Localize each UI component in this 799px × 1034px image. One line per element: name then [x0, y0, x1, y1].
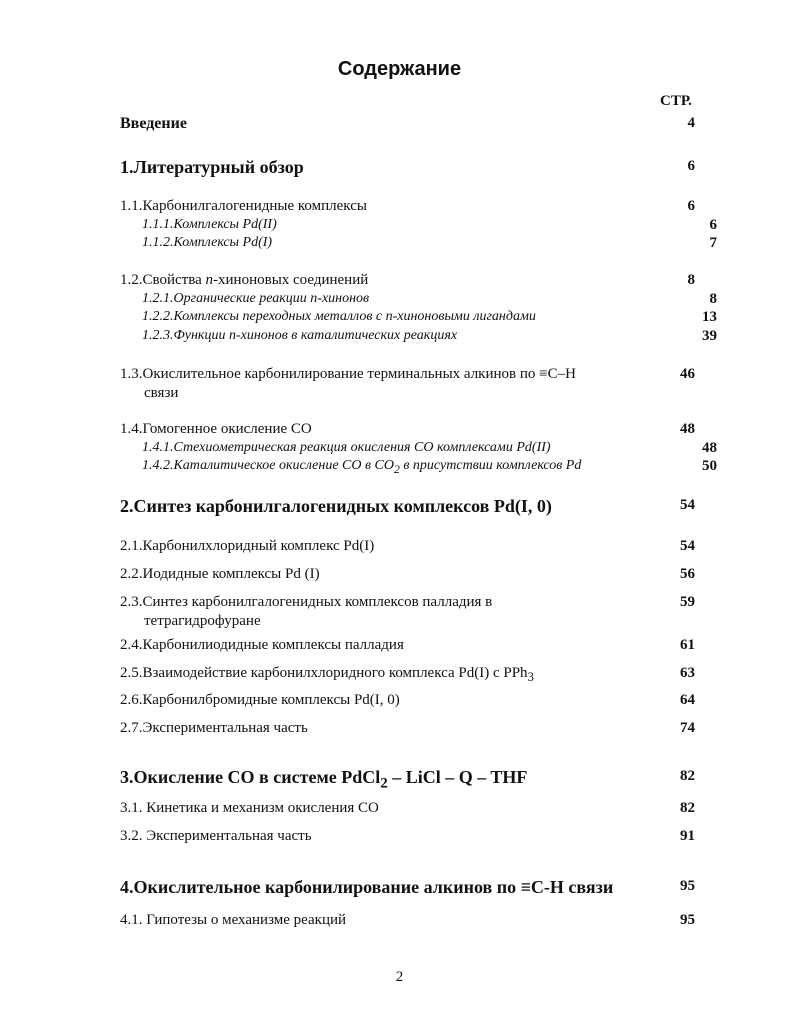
toc-entry-label: 1.2.Свойства n-хиноновых соединений — [120, 272, 369, 288]
toc-entry-1-4-2 — [120, 457, 717, 479]
toc-entry-label: 2.4.Карбонилиодидные комплексы палладия — [120, 637, 404, 653]
toc-section-3 — [120, 767, 695, 793]
toc-entry-3-1 — [120, 799, 695, 818]
toc-entry-page: 48 — [680, 421, 695, 437]
toc-entry-label: 1.1.Карбонилгалогенидные комплексы — [120, 198, 367, 214]
toc-entry-label: 1.Литературный обзор — [120, 157, 304, 177]
toc-entry-3-2 — [120, 827, 695, 846]
toc-entry-2-2 — [120, 565, 695, 584]
toc-entry-2-3 — [120, 593, 695, 631]
toc-entry-2-6 — [120, 691, 695, 710]
toc-entry-label: 2.5.Взаимодействие карбонилхлоридного комплекса Pd(I) с PPh$_3$ — [120, 665, 534, 684]
toc-entry-label: 2.Синтез карбонилгалогенидных комплексов Pd(I, 0) — [120, 496, 552, 516]
toc-entry-1-2-1 — [120, 290, 717, 308]
toc-entry-page: 95 — [680, 912, 695, 928]
toc-entry-2-5 — [120, 664, 695, 687]
toc-entry-page: 82 — [680, 800, 695, 816]
toc-entry-2-7 — [120, 719, 695, 738]
toc-entry-label: 1.2.1.Органические реакции n-хинонов — [142, 291, 370, 306]
page-title: Содержание — [337, 58, 462, 80]
toc-entry-1-1 — [120, 197, 695, 216]
toc-entry-1-1-1 — [120, 216, 717, 234]
toc-entry-1-1-2 — [120, 234, 717, 252]
toc-entry-page: 4 — [687, 115, 695, 131]
toc-entry-4-1 — [120, 911, 695, 930]
toc-entry-page: 64 — [680, 692, 695, 708]
toc-entry-page: 50 — [702, 458, 717, 474]
toc-entry-page: 6 — [687, 158, 695, 174]
toc-section-4 — [120, 877, 695, 898]
toc-entry-1-3 — [120, 365, 695, 403]
toc-entry-page: 48 — [702, 440, 717, 456]
toc-entry-label: 3.1. Кинетика и механизм окисления CO — [120, 800, 379, 816]
toc-section-2 — [120, 496, 695, 517]
page-column-label: СТР. — [660, 93, 692, 109]
toc-entry-1-4-1 — [120, 439, 717, 457]
toc-entry-label: 1.2.3.Функции n-хинонов в каталитических реакциях — [142, 328, 458, 343]
toc-entry-page: 8 — [687, 272, 695, 288]
toc-entry-page: 6 — [709, 217, 717, 233]
toc-entry-1-2-2 — [120, 308, 717, 326]
toc-entry-label: 2.3.Синтез карбонилгалогенидных комплексов палладия в — [120, 594, 493, 610]
toc-entry-label: 1.1.1.Комплексы Pd(II) — [142, 217, 277, 232]
toc-entry-label-continued: связи — [144, 385, 179, 401]
toc-entry-label: 2.1.Карбонилхлоридный комплекс Pd(I) — [120, 538, 375, 554]
toc-entry-label: 1.4.Гомогенное окисление CO — [120, 421, 312, 437]
toc-entry-label: 1.3.Окислительное карбонилирование терминальных алкинов по ≡C–H — [120, 366, 576, 382]
toc-entry-label: 1.4.1.Стехиометрическая реакция окисления CO комплексами Pd(II) — [142, 440, 551, 455]
toc-entry-1-4 — [120, 420, 695, 439]
toc-entry-page: 8 — [709, 291, 717, 307]
toc-entry-page: 61 — [680, 637, 695, 653]
toc-entry-page: 13 — [702, 309, 717, 325]
toc-entry-page: 39 — [702, 328, 717, 344]
toc-entry-intro — [120, 115, 695, 133]
toc-entry-2-1 — [120, 537, 695, 556]
toc-entry-page: 82 — [680, 768, 695, 784]
toc-entry-2-4 — [120, 636, 695, 655]
toc-entry-page: 56 — [680, 566, 695, 582]
toc-entry-label: 2.6.Карбонилбромидные комплексы Pd(I, 0) — [120, 692, 400, 708]
toc-entry-label: 3.2. Экспериментальная часть — [120, 828, 312, 844]
toc-entry-page: 54 — [680, 538, 695, 554]
toc-entry-label-continued: тетрагидрофуране — [144, 613, 261, 629]
toc-entry-label: 4.Окислительное карбонилирование алкинов по ≡C-H связи — [120, 877, 614, 897]
toc-entry-label: 1.4.2.Каталитическое окисление CO в $CO_2$ в присутствии комплексов Pd — [142, 458, 582, 476]
toc-entry-label: 1.2.2.Комплексы переходных металлов с n-хиноновыми лигандами — [142, 309, 536, 324]
toc-entry-page: 59 — [680, 594, 695, 610]
toc-entry-page: 91 — [680, 828, 695, 844]
toc-entry-1-2 — [120, 271, 695, 290]
toc-entry-label: 2.2.Иодидные комплексы Pd (I) — [120, 566, 320, 582]
toc-entry-page: 46 — [680, 366, 695, 382]
page-number: 2 — [395, 969, 404, 985]
toc-entry-page: 63 — [680, 665, 695, 681]
toc-entry-page: 7 — [709, 235, 717, 251]
toc-entry-page: 95 — [680, 878, 695, 894]
toc-entry-label: 1.1.2.Комплексы Pd(I) — [142, 235, 273, 250]
toc-section-1 — [120, 157, 695, 178]
toc-entry-page: 6 — [687, 198, 695, 214]
toc-entry-1-2-3 — [120, 327, 717, 345]
toc-entry-page: 54 — [680, 497, 695, 513]
toc-entry-label: 3.Окисление CO в системе PdCl$_2$ – LiCl – Q – THF — [120, 767, 528, 792]
toc-entry-page: 74 — [680, 720, 695, 736]
toc-entry-label: 2.7.Экспериментальная часть — [120, 720, 308, 736]
toc-entry-label: 4.1. Гипотезы о механизме реакций — [120, 912, 347, 928]
toc-entry-label: Введение — [120, 115, 187, 132]
